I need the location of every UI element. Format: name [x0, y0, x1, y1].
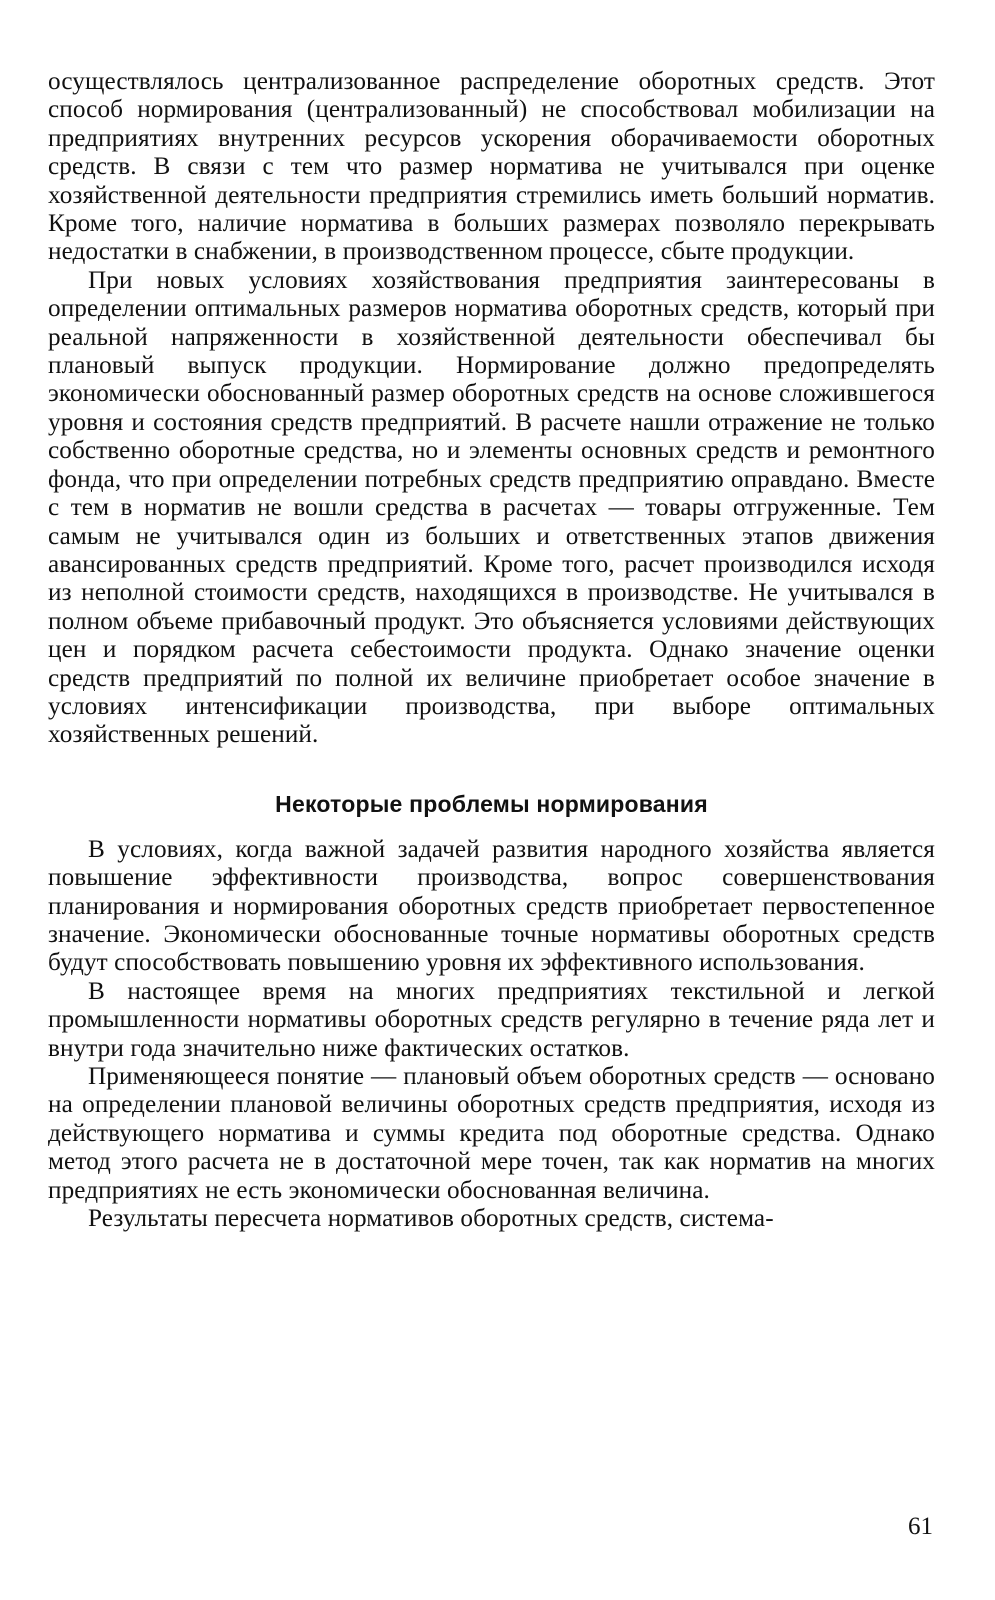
page-number: 61 [908, 1513, 933, 1540]
page-body [48, 68, 935, 1233]
paragraph: В условиях, когда важной задачей развития народного хозяйства является повышение эффективности производства, вопрос совершенствования планирования и нормирования оборотных средств приобретает первостепенное значение. Экономически обоснованные точные нормативы оборотных средств будут способствовать повышению уровня их эффективного использования. [48, 835, 935, 977]
paragraph: осуществлялось централизованное распределение оборотных средств. Этот способ нормирования (централизованный) не способствовал мобилизации на предприятиях внутренних ресурсов ускорения оборачиваемости оборотных средств. В связи с тем что размер норматива не учитывался при оценке хозяйственной деятельности предприятия стремились иметь больший норматив. Кроме того, наличие норматива в больших размерах позволяло перекрывать недостатки в снабжении, в производственном процессе, сбыте продукции. [48, 68, 935, 266]
paragraph: Применяющееся понятие — плановый объем оборотных средств — основано на определении плановой величины оборотных средств предприятия, исходя из действующего норматива и суммы кредита под оборотные средства. Однако метод этого расчета не в достаточной мере точен, так как норматив на многих предприятиях не есть экономически обоснованная величина. [48, 1063, 935, 1204]
section-heading: Некоторые проблемы нормирования [275, 790, 708, 817]
paragraph: Результаты пересчета нормативов оборотных средств, система- [88, 1205, 774, 1233]
paragraph: В настоящее время на многих предприятиях текстильной и легкой промышленности нормативы оборотных средств регулярно в течение ряда лет и внутри года значительно ниже фактических остатков. [48, 977, 935, 1062]
paragraph: При новых условиях хозяйствования предприятия заинтересованы в определении оптимальных размеров норматива оборотных средств, который при реальной напряженности в хозяйственной деятельности обеспечивал бы плановый выпуск продукции. Нормирование должно предопределять экономически обоснованный размер оборотных средств на основе сложившегося уровня и состояния средств предприятий. В расчете нашли отражение не только собственно оборотные средства, но и элементы основных средств и ремонтного фонда, что при определении потребных средств предприятию оправдано. Вместе с тем в норматив не вошли средства в расчетах — товары отгруженные. Тем самым не учитывался один из больших и ответственных этапов движения авансированных средств предприятий. Кроме того, расчет производился исходя из неполной стоимости средств, находящихся в производстве. Не учитывался в полном объеме прибавочный продукт. Это объясняется условиями действующих цен и порядком расчета себестоимости продукта. Однако значение оценки средств предприятий по полной их величине приобретает особое значение в условиях интенсификации производства, при выборе оптимальных хозяйственных решений. [48, 266, 935, 749]
